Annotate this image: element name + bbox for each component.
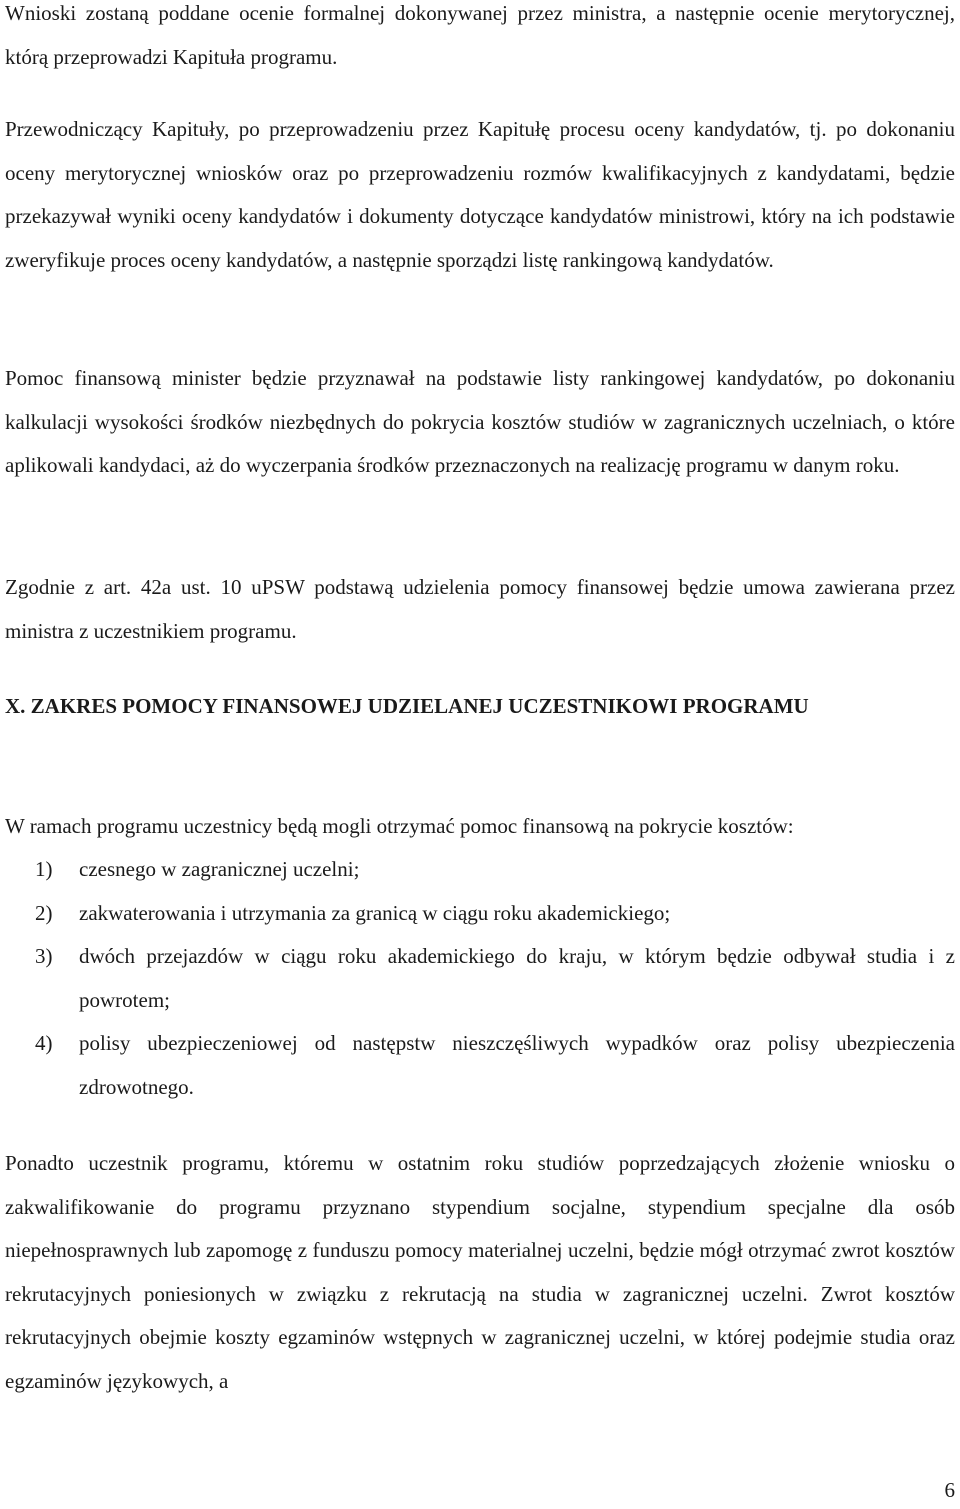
list-item-number: 1) bbox=[35, 857, 53, 881]
list-item-number: 4) bbox=[35, 1031, 53, 1055]
paragraph-recruitment-costs: Ponadto uczestnik programu, któremu w ostatnim roku studiów poprzedzających złożenie wniosku o zakwalifikowanie do programu przyznano stypendium socjalne, stypendium specjalne dla osób niepełnosprawnych lub zapomogę z funduszu pomocy materialnej uczelni, będzie mógł otrzymać zwrot kosztów rekrutacyjnych poniesionych w związku z rekrutacją na studia w zagranicznej uczelni. Zwrot kosztów rekrutacyjnych obejmie koszty egzaminów wstępnych w zagranicznej uczelni, w której podejmie studia oraz egzaminów językowych, a bbox=[5, 1151, 955, 1393]
paragraph-chapter-chair: Przewodniczący Kapituły, po przeprowadzeniu przez Kapitułę procesu oceny kandydatów, tj. po dokonaniu oceny merytorycznej wniosków oraz po przeprowadzeniu rozmów kwalifikacyjnych z kandydatami, będzie przekazywał wyniki oceny kandydatów i dokumenty dotyczące kandydatów ministrowi, który na ich podstawie zweryfikuje proces oceny kandydatów, a następnie sporządzi listę rankingową kandydatów. bbox=[5, 117, 955, 272]
list-item-number: 3) bbox=[35, 944, 53, 968]
paragraph-legal-basis: Zgodnie z art. 42a ust. 10 uPSW podstawą udzielenia pomocy finansowej będzie umowa zawierana przez ministra z uczestnikiem programu. bbox=[5, 575, 955, 643]
list-item-text: zakwaterowania i utrzymania za granicą w ciągu roku akademickiego; bbox=[79, 901, 671, 925]
section-heading: X. ZAKRES POMOCY FINANSOWEJ UDZIELANEJ UCZESTNIKOWI PROGRAMU bbox=[5, 694, 809, 718]
page-number: 6 bbox=[944, 1478, 955, 1502]
paragraph-financial-aid: Pomoc finansową minister będzie przyznawał na podstawie listy rankingowej kandydatów, po dokonaniu kalkulacji wysokości środków niezbędnych do pokrycia kosztów studiów w zagranicznych uczelniach, o które aplikowali kandydaci, aż do wyczerpania środków przeznaczonych na realizację programu w danym roku. bbox=[5, 366, 955, 478]
list-item-number: 2) bbox=[35, 901, 53, 925]
list-item-text: czesnego w zagranicznej uczelni; bbox=[79, 857, 360, 881]
list-item-text: dwóch przejazdów w ciągu roku akademickiego do kraju, w którym będzie odbywał studia i z powrotem; bbox=[79, 944, 955, 1012]
paragraph-formal-evaluation: Wnioski zostaną poddane ocenie formalnej dokonywanej przez ministra, a następnie ocenie merytorycznej, którą przeprowadzi Kapituła programu. bbox=[5, 1, 955, 69]
list-intro: W ramach programu uczestnicy będą mogli otrzymać pomoc finansową na pokrycie kosztów: bbox=[5, 814, 794, 838]
list-item-text: polisy ubezpieczeniowej od następstw nieszczęśliwych wypadków oraz polisy ubezpieczenia zdrowotnego. bbox=[79, 1031, 955, 1099]
